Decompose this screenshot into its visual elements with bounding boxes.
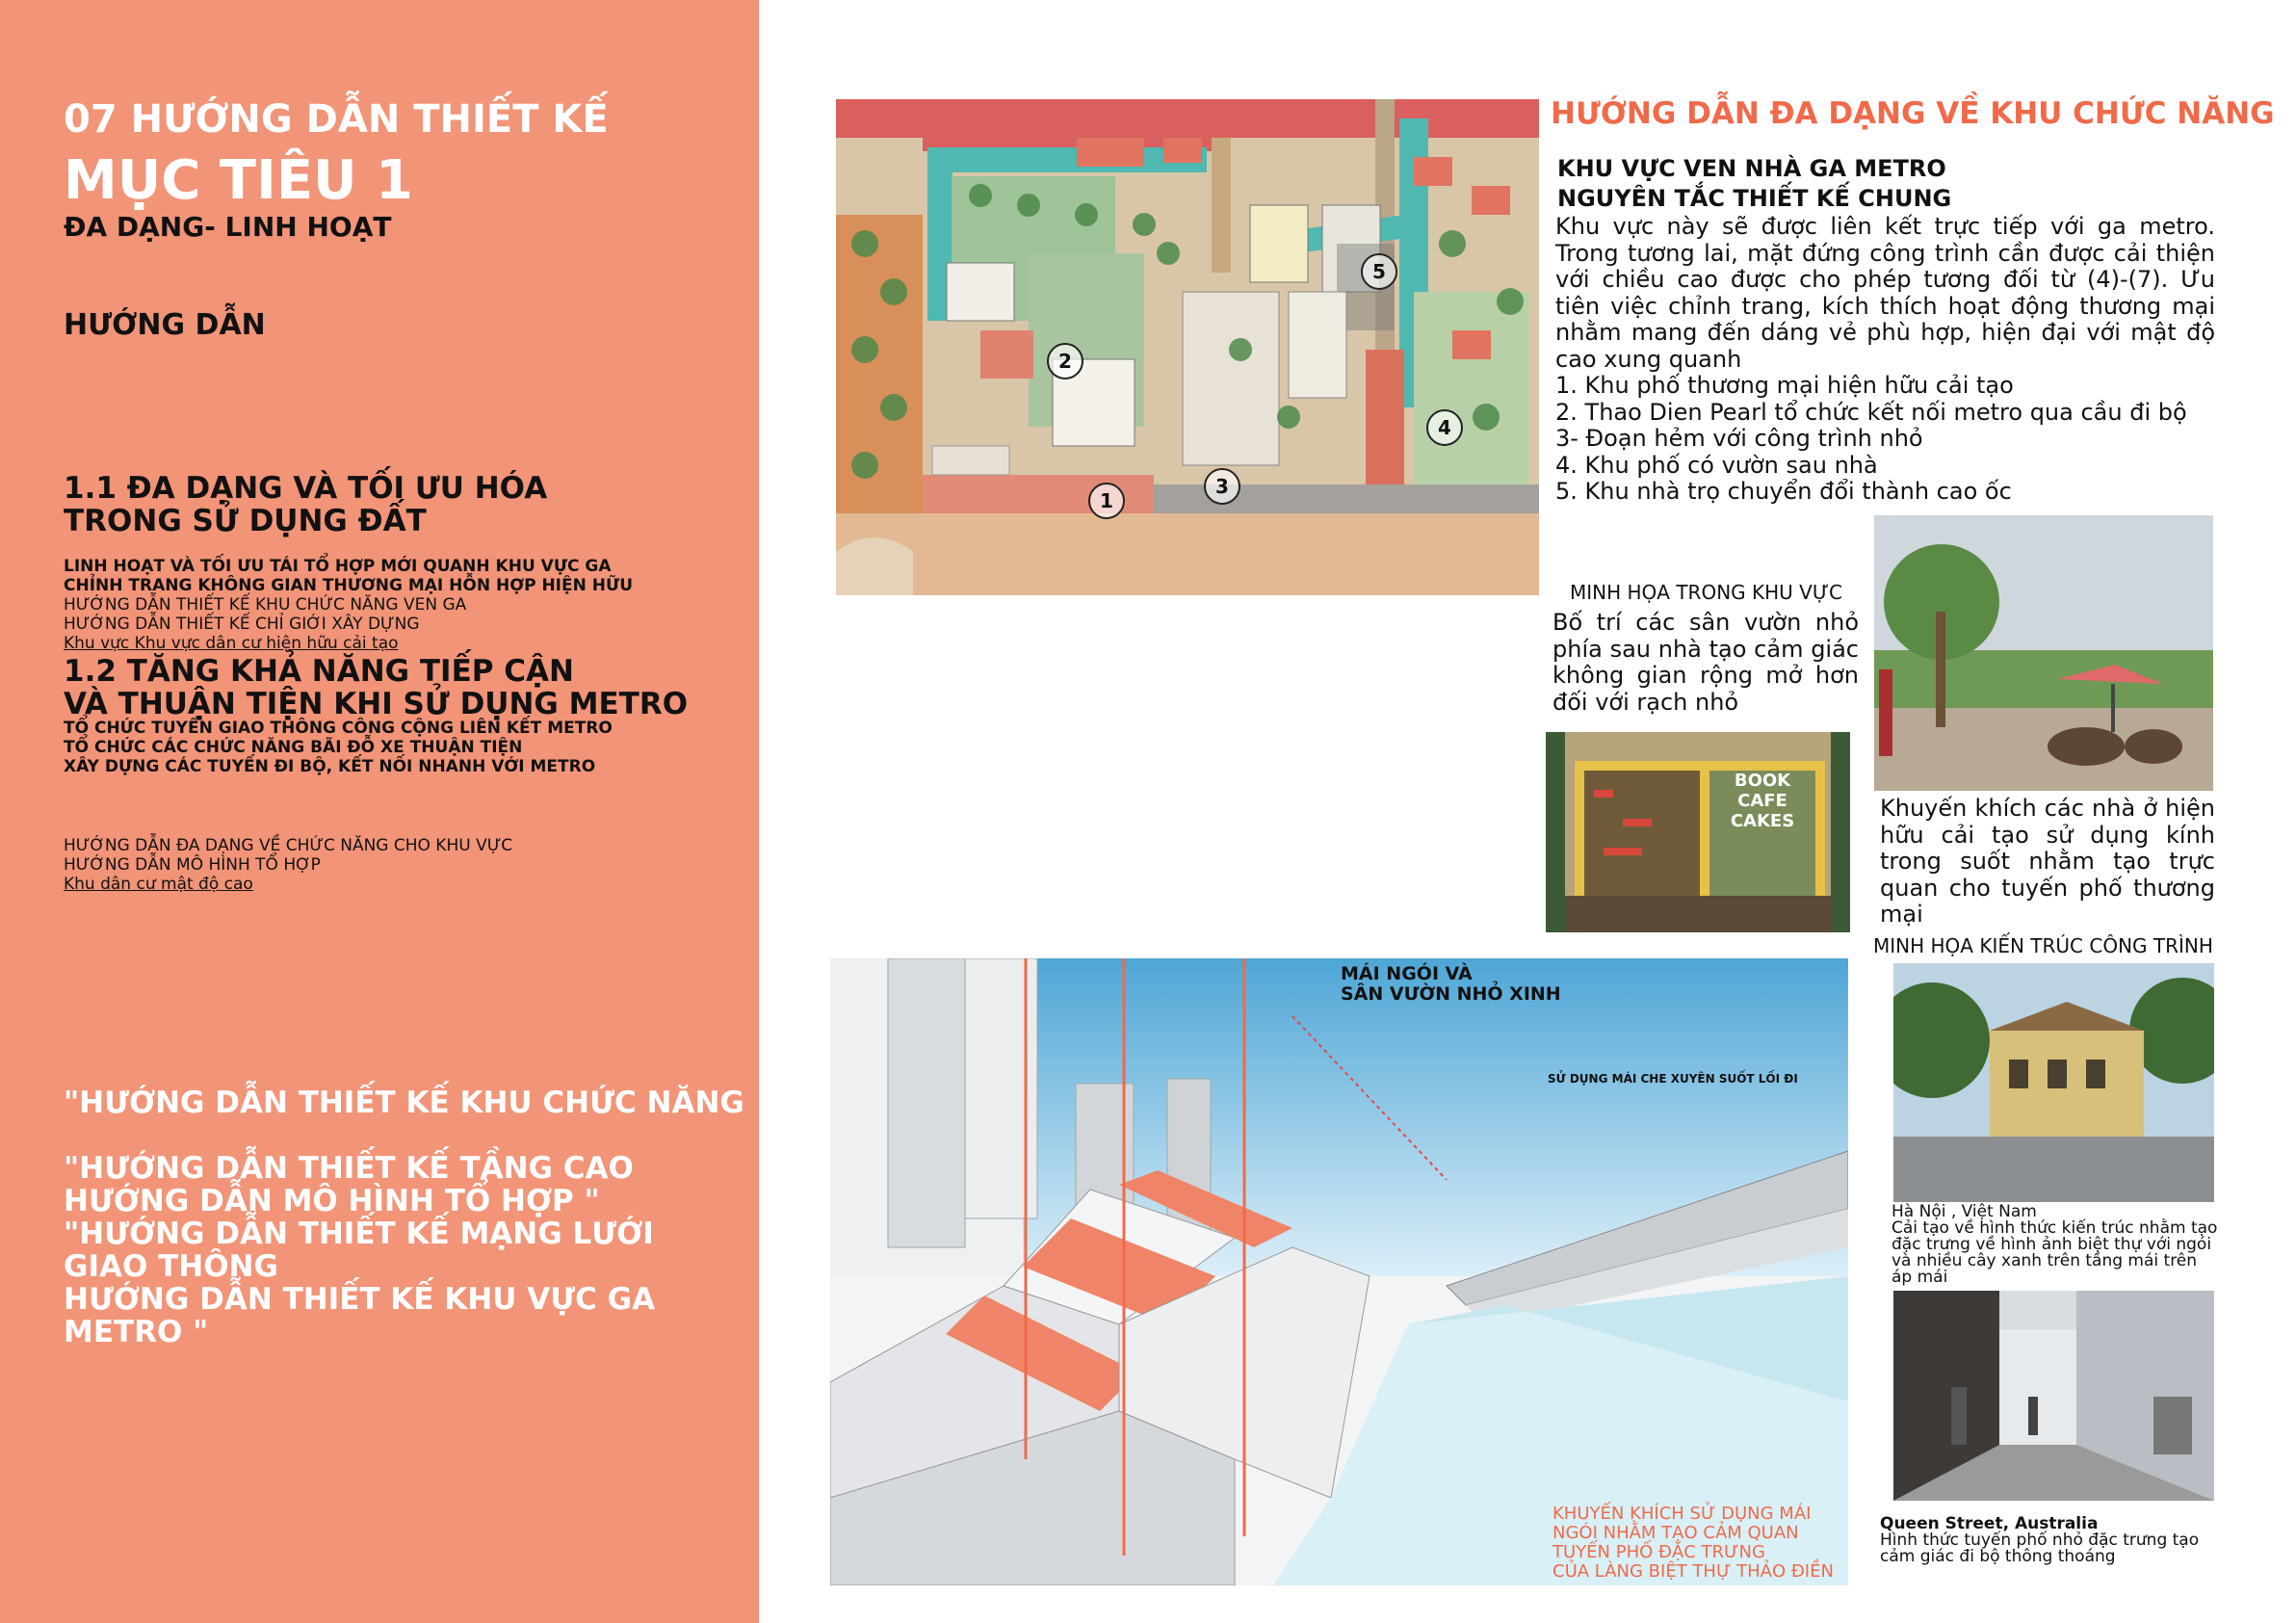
list-item: TỔ CHỨC TUYẾN GIAO THÔNG CÔNG CỘNG LIÊN KẾT METRO: [64, 719, 613, 738]
plan-marker-2: 2: [1047, 343, 1083, 380]
area-title: KHU VỰC VEN NHÀ GA METRO: [1557, 155, 1946, 182]
quote-block: "HƯỚNG DẪN THIẾT KẾ KHU CHỨC NĂNG "HƯỚNG DẪN THIẾT KẾ TẦNG CAO HƯỚNG DẪN MÔ HÌNH TỔ HỢP " "HƯỚNG DẪN THIẾT KẾ MẠNG LƯỚI GIAO THÔNG HƯỚNG DẪN THIẾT KẾ KHU VỰC GA METRO ": [64, 1086, 744, 1349]
section-1-2-link[interactable]: Khu dân cư mật độ cao: [64, 875, 253, 894]
list-item: TỔ CHỨC CÁC CHỨC NĂNG BÃI ĐỖ XE THUẬN TIỆN: [64, 738, 523, 757]
hanoi-caption-block: [1892, 1204, 2219, 1286]
list-item: HƯỚNG DẪN MÔ HÌNH TỔ HỢP: [64, 855, 321, 875]
hanoi-photo: [1893, 963, 2214, 1202]
plan-marker-4: 4: [1426, 409, 1463, 446]
queen-caption: Hình thức tuyến phố nhỏ đặc trưng tạo cảm giác đi bộ thông thoáng: [1880, 1531, 2200, 1566]
bookshop-photo: [1546, 732, 1850, 932]
queen-street-photo: [1893, 1291, 2214, 1501]
street-render: [830, 958, 1848, 1585]
section-1-1-link[interactable]: Khu vực Khu vực dân cư hiện hữu cải tạo: [64, 634, 399, 653]
list-item: HƯỚNG DẪN THIẾT KẾ KHU CHỨC NĂNG VEN GA: [64, 595, 467, 615]
site-plan-drawing: [836, 99, 1539, 595]
guide-heading: HƯỚNG DẪN: [64, 308, 266, 342]
glass-caption: Khuyến khích các nhà ở hiện hữu cải tạo sử dụng kính trong suốt nhằm tạo trực quan cho tuyến phố thương mại: [1880, 795, 2215, 928]
queen-title: Queen Street, Australia: [1880, 1514, 2099, 1533]
garden-terrace-photo: [1874, 515, 2213, 791]
list-item: CHỈNH TRANG KHÔNG GIAN THƯƠNG MẠI HỖN HỢP HIỆN HỮU: [64, 576, 633, 595]
illus-arch-label: MINH HỌA KIẾN TRÚC CÔNG TRÌNH: [1873, 934, 2213, 957]
plan-marker-5: 5: [1361, 253, 1397, 290]
left-panel: [0, 0, 759, 1623]
section-1-2-title: 1.2 TĂNG KHẢ NĂNG TIẾP CẬN VÀ THUẬN TIỆN KHI SỬ DỤNG METRO: [64, 654, 689, 721]
list-item: 4. Khu phố có vườn sau nhà: [1555, 451, 1878, 479]
principle-title: NGUYÊN TẮC THIẾT KẾ CHUNG: [1557, 185, 1952, 212]
main-heading: HƯỚNG DẪN ĐA DẠNG VỀ KHU CHỨC NĂNG: [1551, 96, 2275, 131]
section-1-1-title: 1.1 ĐA DẠNG VÀ TỐI ƯU HÓA TRONG SỬ DỤNG ĐẤT: [64, 471, 548, 538]
area-list: [1555, 373, 2220, 506]
section-1-2-sub-list: [64, 836, 512, 894]
street-render-drawing: [830, 958, 1848, 1585]
render-label-roof: MÁI NGÓI VÀ SÂN VƯỜN NHỎ XINH: [1341, 963, 1561, 1005]
section-1-1-list: [64, 557, 633, 653]
shop-sign: BOOK CAFE CAKES: [1730, 771, 1795, 831]
list-item: HƯỚNG DẪN THIẾT KẾ CHỈ GIỚI XÂY DỰNG: [64, 615, 420, 634]
hanoi-drawing: [1893, 963, 2214, 1202]
area-description: Khu vực này sẽ được liên kết trực tiếp với ga metro. Trong tương lai, mặt đứng công trình cần được cải thiện với chiều cao được cho phép tương đối từ (4)-(7). Ưu tiên việc chỉnh trang, kích thích hoạt động thương mại nhằm mang đến dáng vẻ phù hợp, hiện đại với mật độ cao xung quanh: [1555, 213, 2215, 373]
hanoi-caption: Cải tạo về hình thức kiến trúc nhằm tạo đặc trưng về hình ảnh biệt thự với ngói và nhiều cây xanh trên tầng mái trên áp mái: [1892, 1218, 2218, 1287]
list-item: XÂY DỰNG CÁC TUYẾN ĐI BỘ, KẾT NỐI NHANH VỚI METRO: [64, 757, 596, 776]
queen-street-drawing: [1893, 1291, 2214, 1501]
render-caption: KHUYẾN KHÍCH SỬ DỤNG MÁI NGÓI NHẰM TẠO CẢM QUAN TUYẾN PHỐ ĐẶC TRƯNG CỦA LÀNG BIỆT THỰ THẢO ĐIỀN: [1552, 1504, 1834, 1582]
list-item: LINH HOẠT VÀ TỐI ƯU TÁI TỔ HỢP MỚI QUANH KHU VỰC GA: [64, 557, 612, 576]
illus-area-caption: Bố trí các sân vườn nhỏ phía sau nhà tạo cảm giác không gian rộng mở hơn đối với rạch nhỏ: [1552, 609, 1859, 716]
goal-title: MỤC TIÊU 1: [64, 149, 414, 212]
render-label-canopy: SỬ DỤNG MÁI CHE XUYÊN SUỐT LỐI ĐI: [1548, 1072, 1798, 1086]
list-item: 2. Thao Dien Pearl tổ chức kết nối metro qua cầu đi bộ: [1555, 398, 2187, 426]
plan-marker-1: 1: [1088, 483, 1125, 519]
bookshop-drawing: [1546, 732, 1850, 932]
list-item: 3- Đoạn hẻm với công trình nhỏ: [1555, 425, 1923, 452]
illus-area-label: MINH HỌA TRONG KHU VỰC: [1570, 581, 1842, 604]
section-1-2-list: [64, 719, 613, 776]
section-title: 07 HƯỚNG DẪN THIẾT KẾ: [64, 97, 609, 142]
list-item: HƯỚNG DẪN ĐA DẠNG VỀ CHỨC NĂNG CHO KHU VỰC: [64, 836, 513, 855]
list-item: 5. Khu nhà trọ chuyển đổi thành cao ốc: [1555, 478, 2012, 505]
garden-drawing: [1874, 515, 2213, 791]
plan-marker-3: 3: [1204, 468, 1240, 505]
list-item: 1. Khu phố thương mại hiện hữu cải tạo: [1555, 372, 2014, 399]
queen-caption-block: [1880, 1516, 2212, 1565]
goal-subtitle: ĐA DẠNG- LINH HOẠT: [64, 211, 392, 243]
hanoi-title: Hà Nội , Việt Nam: [1892, 1202, 2037, 1221]
site-plan-map: [836, 99, 1539, 595]
